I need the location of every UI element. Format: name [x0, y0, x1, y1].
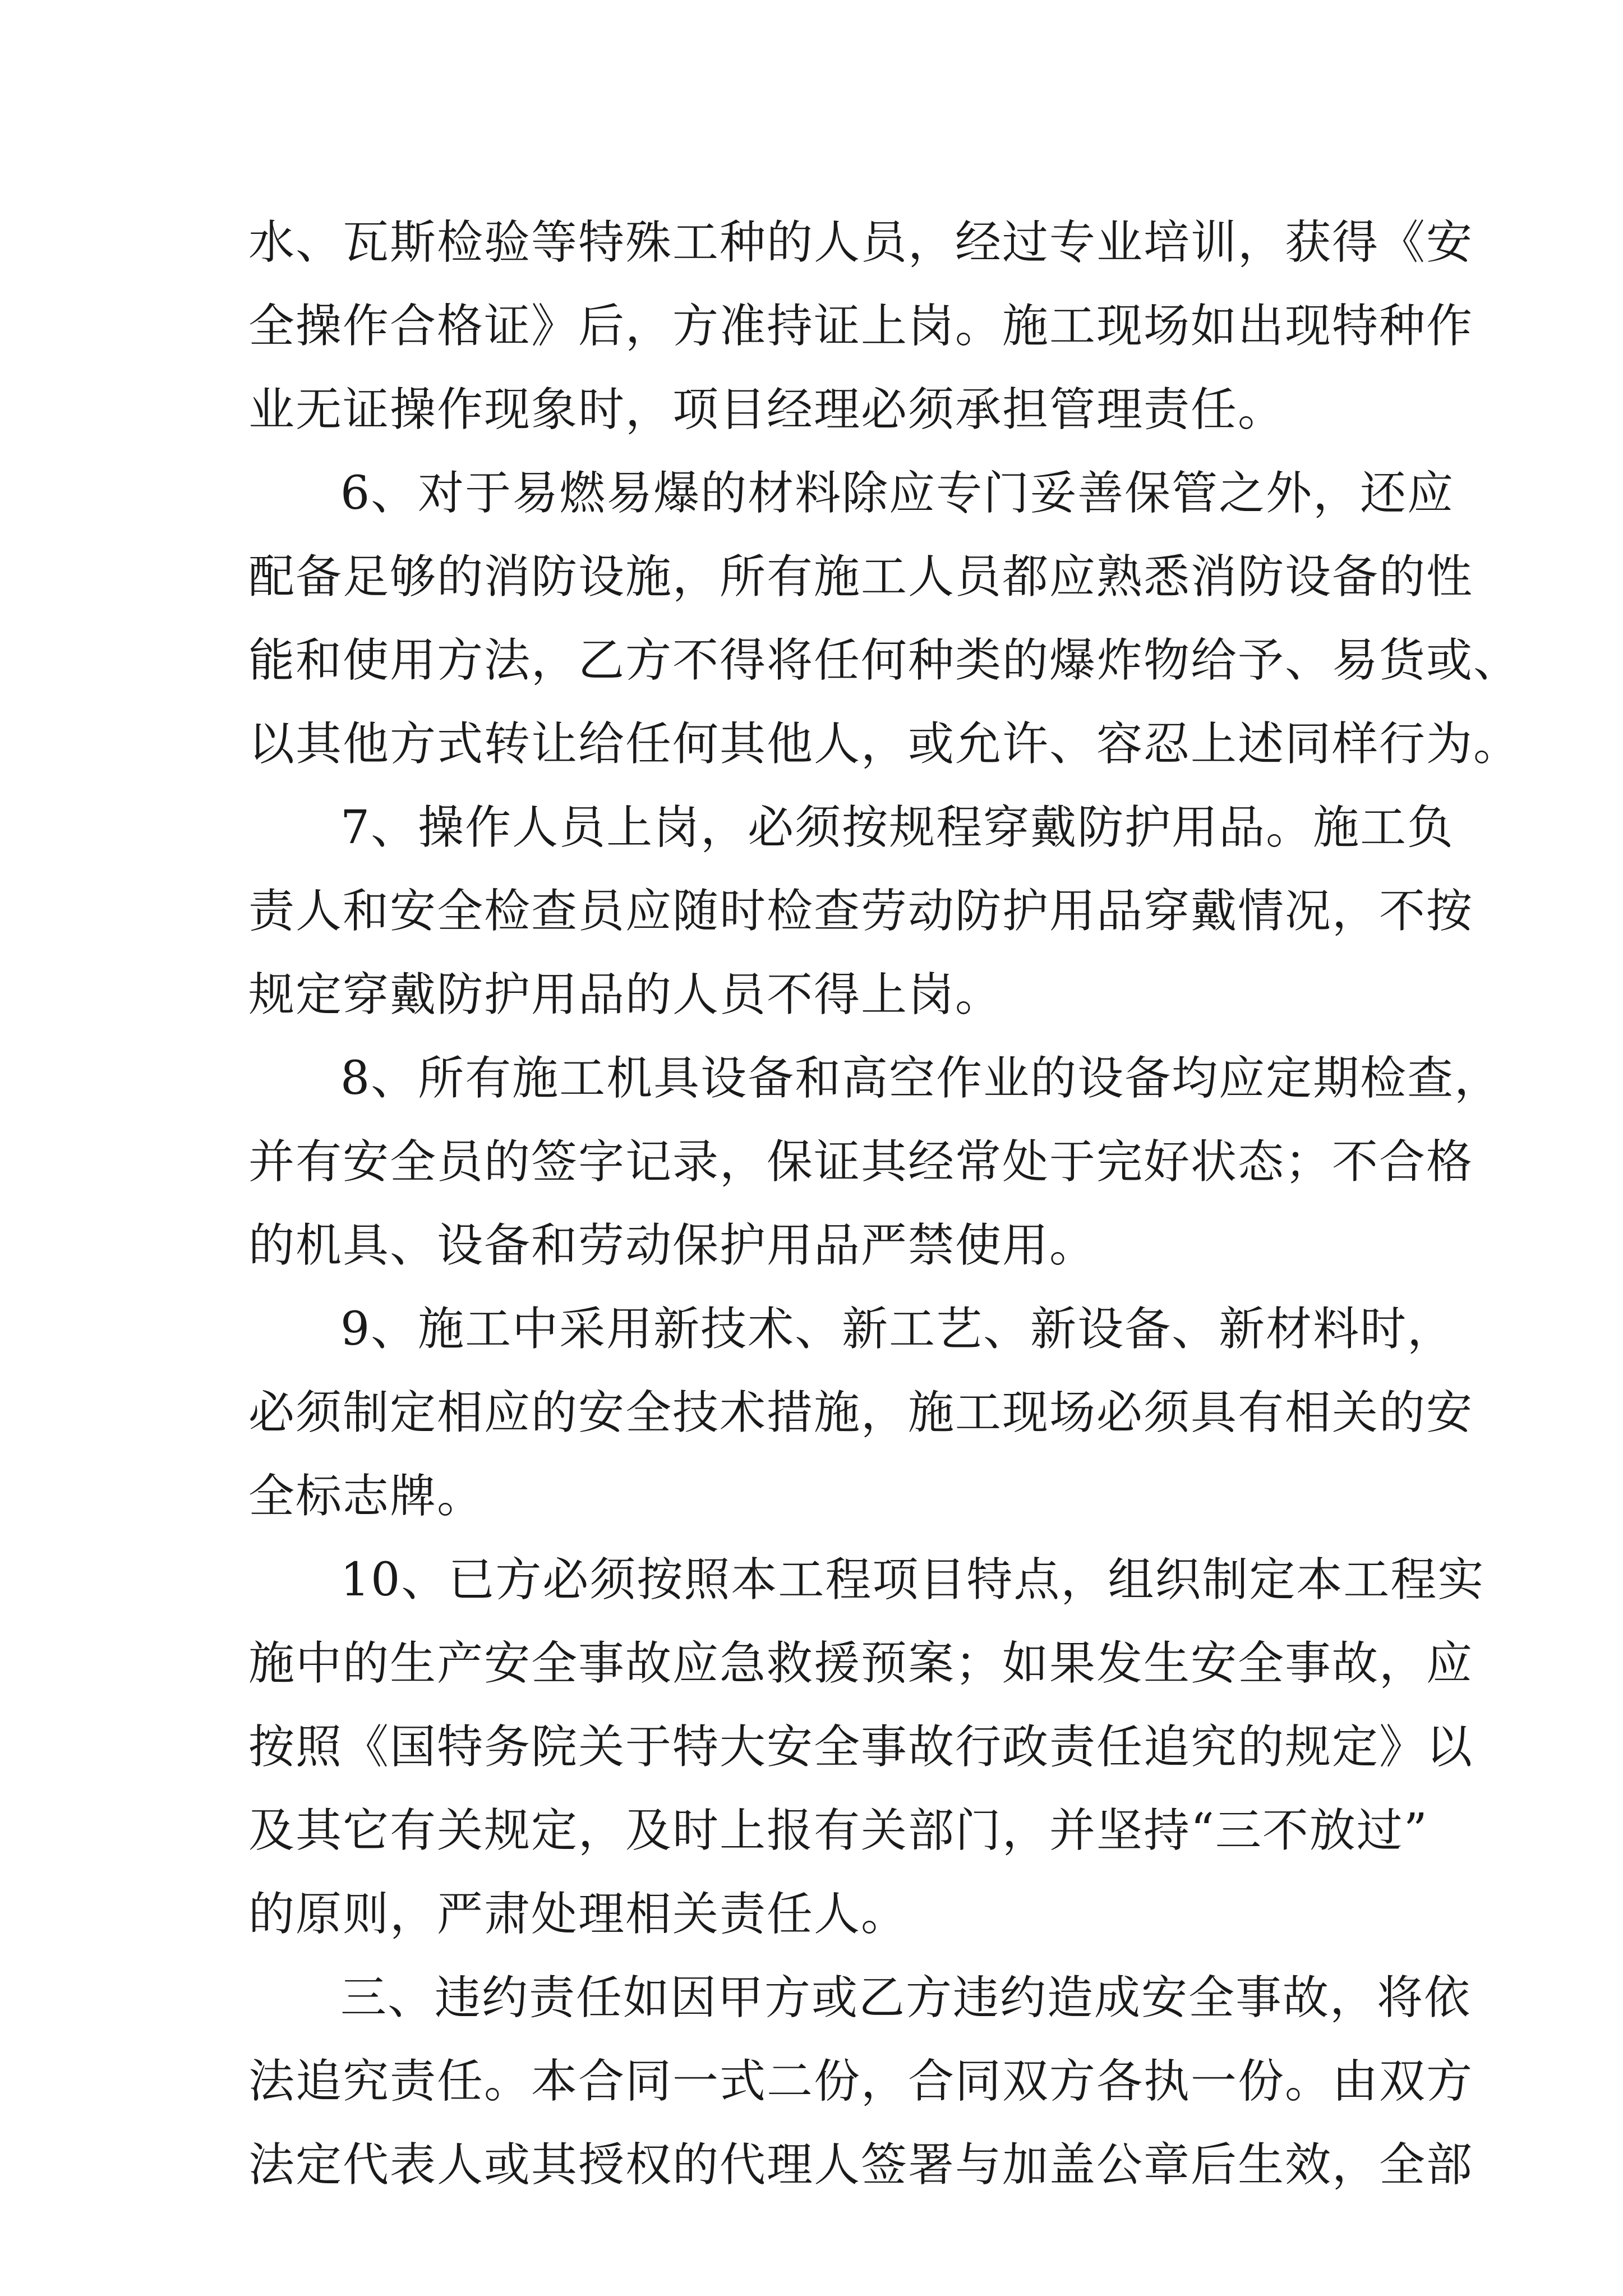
text-line: 法定代表人或其授权的代理人签署与加盖公章后生效，全部 [248, 2138, 1474, 2192]
text-line: 全操作合格证》后，方准持证上岗。施工现场如出现特种作 [248, 300, 1474, 353]
text-line: 责人和安全检查员应随时检查劳动防护用品穿戴情况，不按 [248, 885, 1474, 938]
text-line: 7、操作人员上岗，必须按规程穿戴防护用品。施工负 [340, 801, 1455, 854]
text-line: 业无证操作现象时，项目经理必须承担管理责任。 [248, 383, 1285, 436]
text-line: 6、对于易燃易爆的材料除应专门妥善保管之外，还应 [340, 467, 1455, 520]
paragraph [248, 452, 1521, 786]
text-line: 按照《国特务院关于特大安全事故行政责任追究的规定》以 [248, 1720, 1474, 1774]
text-line: 8、所有施工机具设备和高空作业的设备均应定期检查， [340, 1052, 1502, 1105]
text-line: 10、已方必须按照本工程项目特点，组织制定本工程实 [340, 1553, 1485, 1607]
text-line: 三、违约责任如因甲方或乙方违约造成安全事故，将依 [340, 1971, 1472, 2024]
text-line: 并有安全员的签字记录，保证其经常处于完好状态；不合格 [248, 1135, 1474, 1189]
paragraph [248, 201, 1474, 452]
text-line: 水、瓦斯检验等特殊工种的人员，经过专业培训，获得《安 [248, 216, 1474, 269]
text-line: 法追究责任。本合同一式二份，合同双方各执一份。由双方 [248, 2055, 1474, 2108]
text-line: 及其它有关规定，及时上报有关部门，并坚持“三不放过” [248, 1804, 1428, 1857]
text-line: 必须制定相应的安全技术措施，施工现场必须具有相关的安 [248, 1386, 1474, 1439]
text-line: 的机具、设备和劳动保护用品严禁使用。 [248, 1219, 1097, 1272]
paragraph [248, 1956, 1474, 2207]
text-line: 以其他方式转让给任何其他人，或允许、容忍上述同样行为。 [248, 717, 1521, 771]
document-body [248, 201, 1521, 2207]
text-line: 配备足够的消防设施，所有施工人员都应熟悉消防设备的性 [248, 550, 1474, 604]
text-line: 规定穿戴防护用品的人员不得上岗。 [248, 968, 1003, 1022]
paragraph [248, 1037, 1502, 1287]
text-line: 的原则，严肃处理相关责任人。 [248, 1888, 909, 1941]
text-line: 全标志牌。 [248, 1470, 485, 1523]
paragraph [248, 786, 1474, 1037]
paragraph [248, 1287, 1474, 1538]
text-line: 9、施工中采用新技术、新工艺、新设备、新材料时， [340, 1303, 1455, 1356]
text-line: 施中的生产安全事故应急救援预案；如果发生安全事故，应 [248, 1637, 1474, 1690]
text-line: 能和使用方法，乙方不得将任何种类的爆炸物给予、易货或、 [248, 634, 1521, 687]
paragraph [248, 1538, 1485, 1956]
